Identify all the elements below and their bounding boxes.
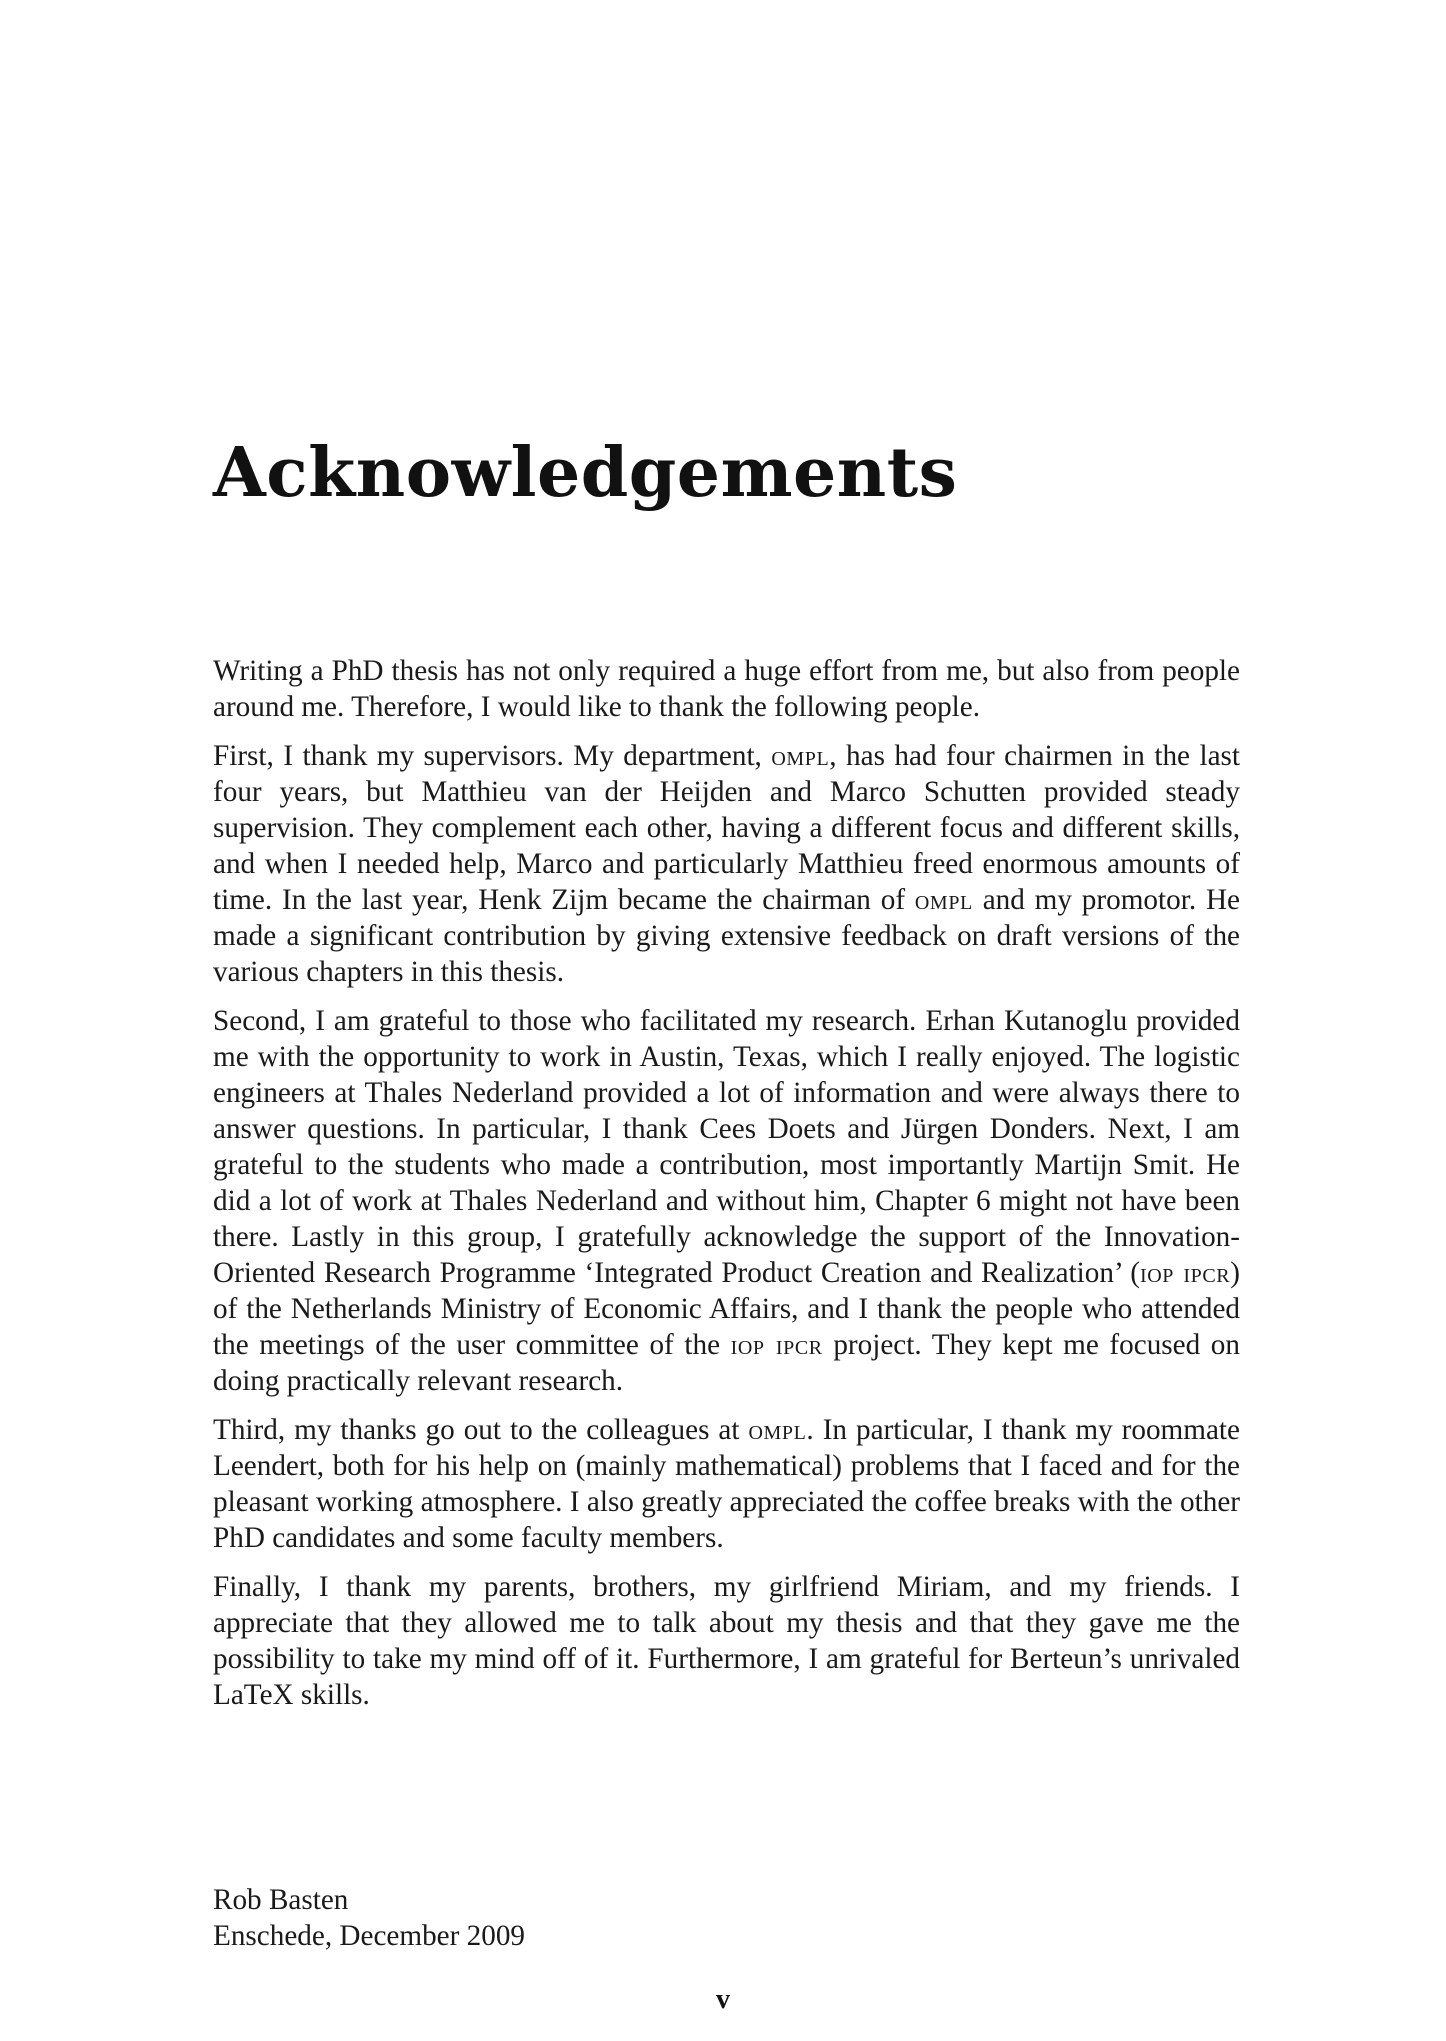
author-name: Rob Basten xyxy=(213,1884,349,1916)
paragraph-text: ) of the Netherlands Ministry of Economic Affairs, and I thank the people who attended the meetings of the user committee of the xyxy=(213,1257,1240,1361)
page-number: v xyxy=(716,1984,730,2015)
acronym-iop-ipcr: iop ipcr xyxy=(730,1329,823,1361)
acronym-iop-ipcr: iop ipcr xyxy=(1140,1257,1231,1289)
paragraph-text: . In particular, I thank my roommate Leendert, both for his help on (mainly mathematical) problems that I faced and for the pleasant working atmosphere. I also greatly appreciated the coffee breaks with the other PhD candidates and some faculty members. xyxy=(213,1414,1240,1554)
paragraph-text: and my promotor. He made a significant contribution by giving extensive feedback on draft versions of the various chapters in this thesis. xyxy=(213,884,1240,988)
paragraph-text: Writing a PhD thesis has not only required a huge effort from me, but also from people around me. Therefore, I would like to thank the following people. xyxy=(213,655,1240,723)
page-title: Acknowledgements xyxy=(213,433,958,513)
paragraph-text: Third, my thanks go out to the colleagues at xyxy=(213,1414,749,1446)
paragraph-supervisors xyxy=(213,738,1240,990)
acknowledgements-body xyxy=(213,653,1240,1726)
paragraph-text: Second, I am grateful to those who facilitated my research. Erhan Kutanoglu provided me with the opportunity to work in Austin, Texas, which I really enjoyed. The logistic engineers at Thales Nederland provided a lot of information and were always there to answer questions. In particular, I thank Cees Doets and Jürgen Donders. Next, I am grateful to the students who made a contribution, most importantly Martijn Smit. He did a lot of work at Thales Nederland and without him, Chapter 6 might not have been there. Lastly in this group, I gratefully acknowledge the support of the Innovation-Oriented Research Programme ‘Integrated Product Creation and Realization’ ( xyxy=(213,1005,1240,1289)
paragraph-intro xyxy=(213,653,1240,725)
paragraph-colleagues xyxy=(213,1412,1240,1556)
paragraph-text: project. They kept me focused on doing practically relevant research. xyxy=(213,1329,1240,1397)
paragraph-text: First, I thank my supervisors. My department, xyxy=(213,740,772,772)
acronym-ompl: ompl xyxy=(771,740,830,772)
paragraph-family xyxy=(213,1569,1240,1713)
signature-block xyxy=(213,1882,525,1954)
place-and-date: Enschede, December 2009 xyxy=(213,1920,526,1952)
acronym-ompl: ompl xyxy=(748,1414,807,1446)
paragraph-text: Finally, I thank my parents, brothers, my girlfriend Miriam, and my friends. I appreciate that they allowed me to talk about my thesis and that they gave me the possibility to take my mind off of it. Furthermore, I am grateful for Berteun’s unrivaled LaTeX skills. xyxy=(213,1571,1240,1711)
acronym-ompl: ompl xyxy=(914,884,973,916)
paragraph-text: , has had four chairmen in the last four years, but Matthieu van der Heijden and Marco Schutten provided steady supervision. They complement each other, having a different focus and different skills, and when I needed help, Marco and particularly Matthieu freed enormous amounts of time. In the last year, Henk Zijm became the chairman of xyxy=(213,740,1240,916)
paragraph-research-support xyxy=(213,1003,1240,1399)
